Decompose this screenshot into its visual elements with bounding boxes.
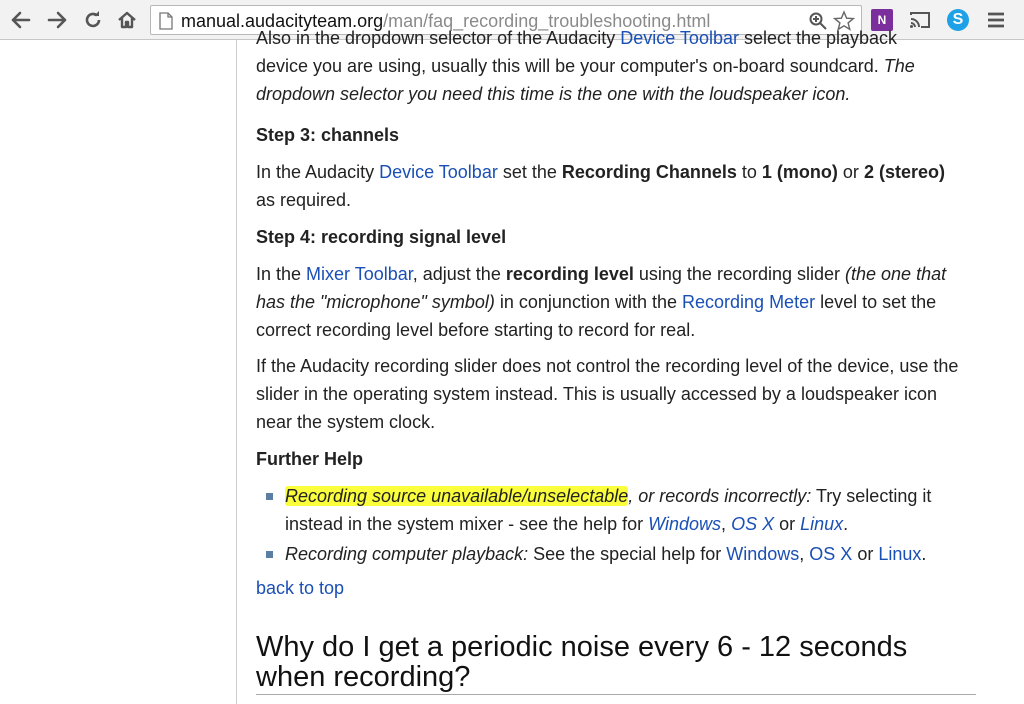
osx-link[interactable]: OS X <box>809 544 853 564</box>
onenote-glyph: N <box>871 9 893 31</box>
list-item <box>266 540 976 568</box>
bold-text: 2 (stereo) <box>863 162 945 182</box>
further-help-heading: Further Help <box>256 449 364 469</box>
text: as required. <box>256 190 352 210</box>
playback-note: The dropdown selector you need this time is the one with the loudspeaker icon. <box>256 56 915 104</box>
bold-text: recording level <box>505 264 634 284</box>
skype-glyph: S <box>947 9 969 31</box>
article-content <box>256 28 976 704</box>
device-toolbar-link[interactable]: Device Toolbar <box>379 162 498 182</box>
back-arrow-icon[interactable] <box>8 7 34 33</box>
url-host: manual.audacityteam.org <box>181 11 384 31</box>
text: , <box>721 514 732 534</box>
left-sidebar <box>0 40 237 704</box>
bullet-icon <box>266 551 273 558</box>
step3-paragraph <box>256 158 956 214</box>
text: or <box>774 514 801 534</box>
reload-icon[interactable] <box>80 7 106 33</box>
bold-text: 1 (mono) <box>761 162 838 182</box>
text: . <box>921 544 927 564</box>
italic-text: Recording computer playback: <box>285 544 529 564</box>
text: Try selecting it instead in the system mixer - see the help for <box>285 486 932 534</box>
highlighted-text: Recording source unavailable/unselectable <box>285 486 629 506</box>
step4-paragraph <box>256 260 971 344</box>
text: , <box>799 544 810 564</box>
text: See the special help for <box>528 544 727 564</box>
text: In the <box>256 264 307 284</box>
forward-arrow-icon[interactable] <box>44 7 70 33</box>
osx-link[interactable]: OS X <box>731 514 775 534</box>
home-icon[interactable] <box>114 7 140 33</box>
text: In the Audacity <box>256 162 380 182</box>
text: to <box>736 162 762 182</box>
device-toolbar-link-top[interactable]: Device Toolbar <box>620 28 739 48</box>
windows-link[interactable]: Windows <box>726 544 800 564</box>
menu-icon[interactable] <box>984 8 1008 32</box>
linux-link[interactable]: Linux <box>878 544 922 564</box>
text: using the recording slider <box>633 264 846 284</box>
text: or <box>837 162 864 182</box>
italic-text: , or records incorrectly: <box>628 486 812 506</box>
section-heading: Why do I get a periodic noise every 6 - 12 seconds when recording? <box>256 631 908 693</box>
recording-meter-link[interactable]: Recording Meter <box>682 292 816 312</box>
playback-paragraph <box>256 24 976 108</box>
further-help-list <box>266 482 976 568</box>
text: or <box>852 544 879 564</box>
step3-heading: Step 3: channels <box>256 125 400 145</box>
text: , adjust the <box>412 264 506 284</box>
windows-link[interactable]: Windows <box>648 514 722 534</box>
text: set the <box>497 162 562 182</box>
linux-link[interactable]: Linux <box>800 514 844 534</box>
text: level to set the correct recording level before starting to record for real. <box>256 292 937 340</box>
step4-heading: Step 4: recording signal level <box>256 227 507 247</box>
text: . <box>843 514 849 534</box>
bold-text: Recording Channels <box>561 162 737 182</box>
back-to-top-link[interactable]: back to top <box>256 578 345 598</box>
text: in conjunction with the <box>494 292 683 312</box>
italic-text: (the one that has the "microphone" symbol) <box>256 264 947 312</box>
bullet-icon <box>266 493 273 500</box>
url-path: /man/faq_recording_troubleshooting.html <box>383 11 711 31</box>
page-icon <box>159 12 173 35</box>
mixer-toolbar-link[interactable]: Mixer Toolbar <box>306 264 413 284</box>
clipped-text-rest: select the playback <box>738 28 898 48</box>
slider-paragraph: If the Audacity recording slider does not control the recording level of the device, use the slider in the operating system instead. This is usually accessed by a loudspeaker icon near the system clock. <box>256 356 959 432</box>
list-item <box>266 482 976 538</box>
heading-rule <box>256 694 976 695</box>
clipped-text: Also in the dropdown selector of the Audacity <box>256 28 616 48</box>
playback-text: device you are using, usually this will be your computer's on-board soundcard. <box>256 56 884 76</box>
